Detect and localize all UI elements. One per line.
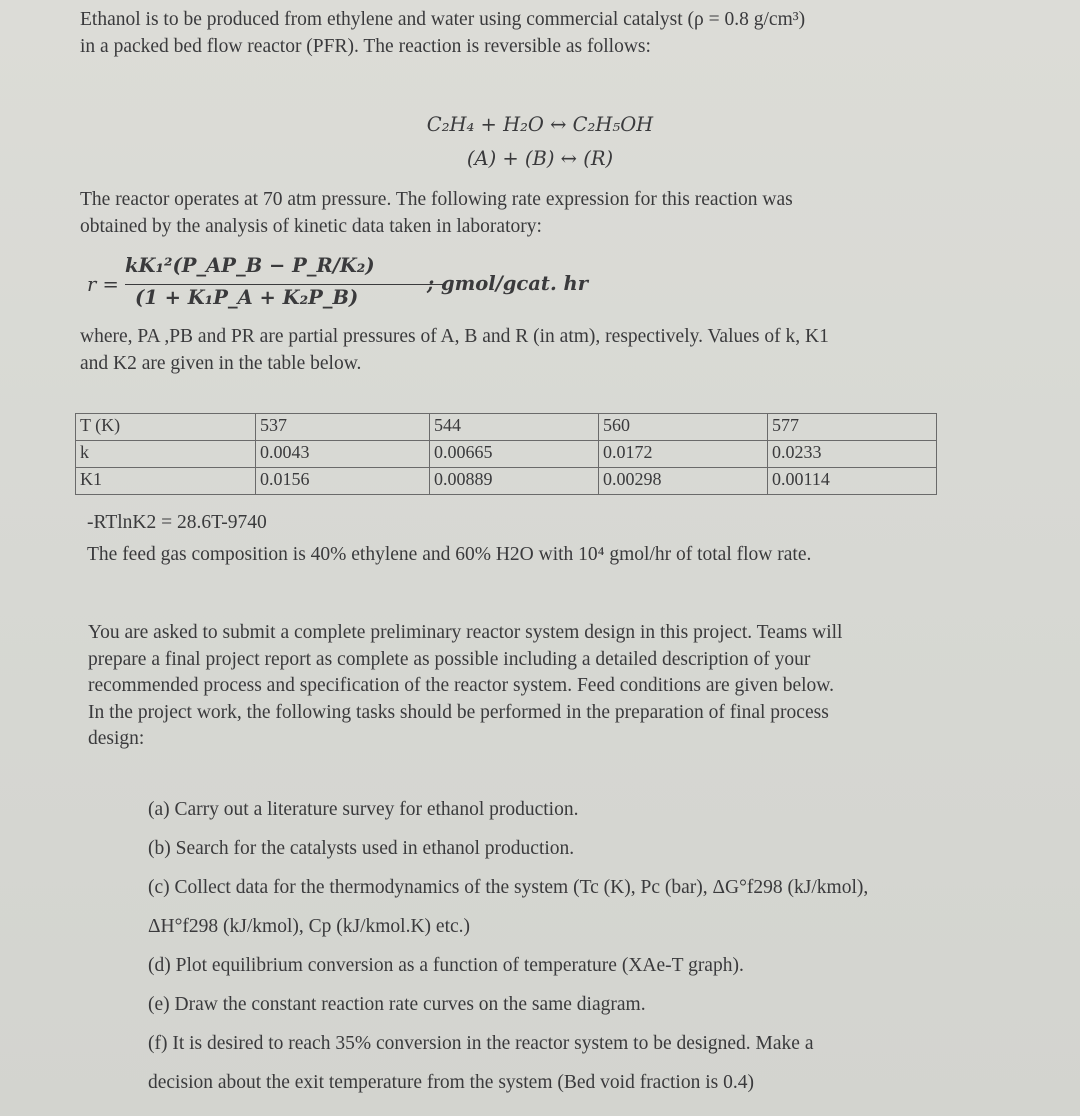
table-cell: 0.0043 [256, 441, 430, 468]
operation-paragraph [80, 186, 990, 240]
reaction-species-labels: (A) + (B) ↔ (R) [466, 147, 614, 170]
rate-numerator: kK₁²(P_AP_B − P_R/K₂) [125, 254, 375, 277]
where-paragraph [80, 323, 990, 377]
table-cell: T (K) [76, 414, 256, 441]
table-cell: 0.00298 [599, 468, 768, 495]
task-item: (a) Carry out a literature survey for ethanol production. [148, 799, 579, 820]
task-item: (f) It is desired to reach 35% conversion in the reactor system to be designed. Make a [148, 1033, 814, 1054]
task-item: (b) Search for the catalysts used in ethanol production. [148, 838, 575, 859]
table-row [76, 441, 937, 468]
operation-line: obtained by the analysis of kinetic data taken in laboratory: [80, 216, 542, 237]
rate-expression [87, 256, 647, 316]
task-item: (e) Draw the constant reaction rate curves on the same diagram. [148, 994, 646, 1015]
table-cell: 0.00889 [430, 468, 599, 495]
kinetic-data-table [75, 413, 937, 495]
table-cell: 577 [768, 414, 937, 441]
table-cell: 0.00665 [430, 441, 599, 468]
rate-lhs: r = [87, 273, 119, 296]
equilibrium-relation: -RTlnK2 = 28.6T-9740 [87, 512, 267, 533]
task-item-continuation: ΔH°f298 (kJ/kmol), Cp (kJ/kmol.K) etc.) [148, 916, 471, 937]
feed-composition: The feed gas composition is 40% ethylene and 60% H2O with 10⁴ gmol/hr of total flow rate. [87, 544, 812, 565]
table-cell: k [76, 441, 256, 468]
reaction-equation: C₂H₄ + H₂O ↔ C₂H₅OH [426, 113, 654, 136]
assignment-line: You are asked to submit a complete preliminary reactor system design in this project. Teams will [88, 622, 843, 643]
task-item: (d) Plot equilibrium conversion as a function of temperature (XAe-T graph). [148, 955, 744, 976]
assignment-line: design: [88, 728, 145, 749]
table-cell: 0.0156 [256, 468, 430, 495]
intro-paragraph [80, 6, 990, 60]
where-line: where, PA ,PB and PR are partial pressures of A, B and R (in atm), respectively. Values of k, K1 [80, 326, 829, 347]
rate-units: ; gmol/gcat. hr [427, 272, 588, 295]
assignment-line: recommended process and specification of the reactor system. Feed conditions are given below. [88, 675, 834, 696]
table-cell: 0.0233 [768, 441, 937, 468]
table-cell: 537 [256, 414, 430, 441]
rate-denominator: (1 + K₁P_A + K₂P_B) [135, 286, 359, 309]
task-item: (c) Collect data for the thermodynamics of the system (Tc (K), Pc (bar), ΔG°f298 (kJ/kmol), [148, 877, 869, 898]
assignment-line: In the project work, the following tasks should be performed in the preparation of final process [88, 701, 829, 723]
operation-line: The reactor operates at 70 atm pressure. The following rate expression for this reaction was [80, 189, 793, 210]
table-cell: K1 [76, 468, 256, 495]
intro-line: in a packed bed flow reactor (PFR). The reaction is reversible as follows: [80, 36, 651, 57]
table-cell: 0.00114 [768, 468, 937, 495]
where-line: and K2 are given in the table below. [80, 353, 362, 374]
task-list [148, 790, 988, 1102]
task-item-continuation: decision about the exit temperature from the system (Bed void fraction is 0.4) [148, 1072, 754, 1093]
table-cell: 0.0172 [599, 441, 768, 468]
table-row [76, 414, 937, 441]
table-cell: 544 [430, 414, 599, 441]
intro-line: Ethanol is to be produced from ethylene and water using commercial catalyst (ρ = 0.8 g/cm³) [80, 9, 806, 30]
table-cell: 560 [599, 414, 768, 441]
fraction-bar [125, 284, 443, 285]
table-row [76, 468, 937, 495]
assignment-paragraph [88, 620, 986, 753]
assignment-line: prepare a final project report as complete as possible including a detailed description of your [88, 648, 811, 670]
